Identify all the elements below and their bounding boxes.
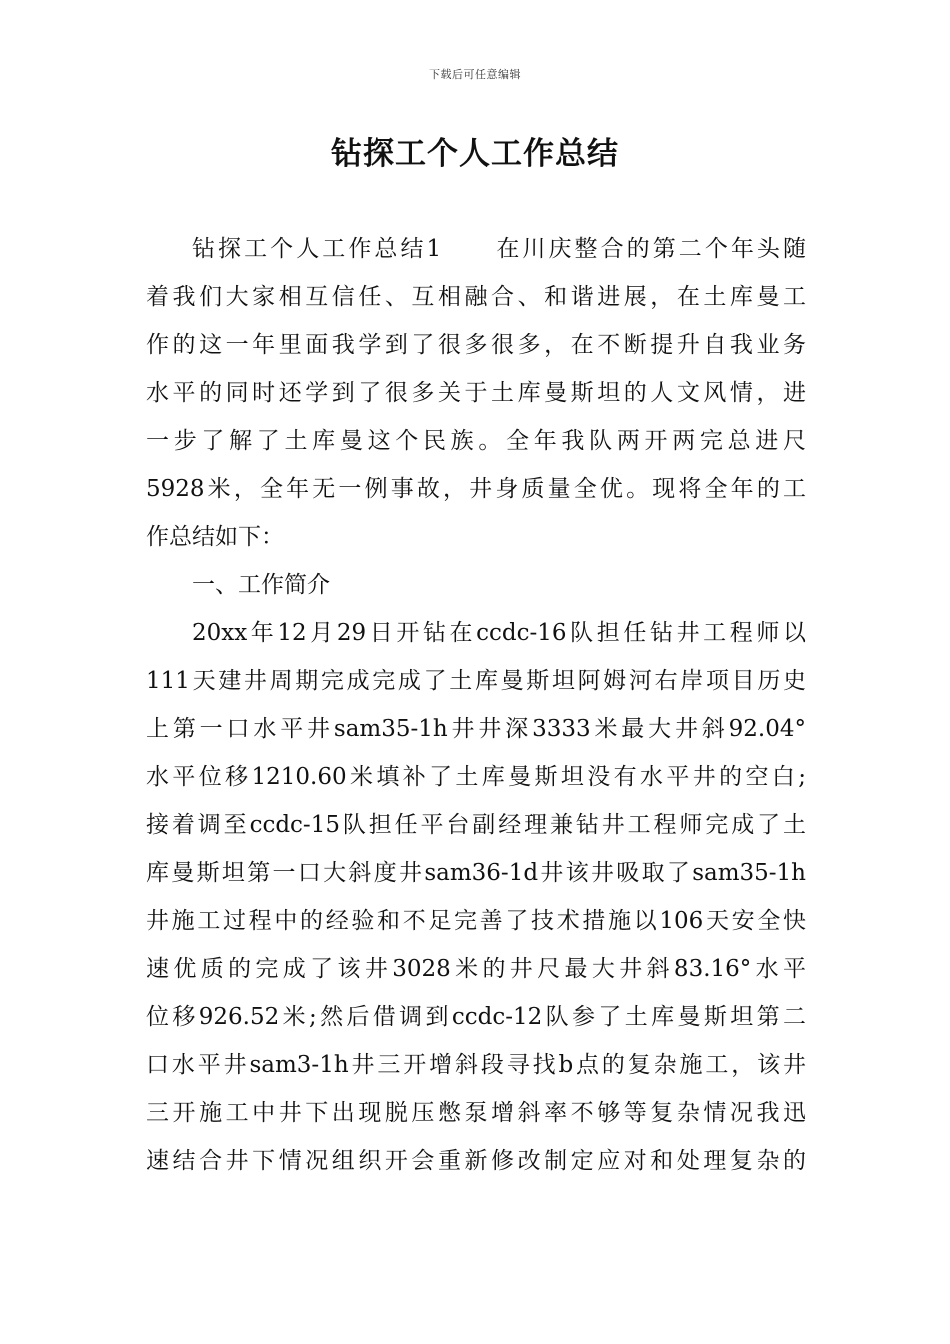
text-line: 水平的同时还学到了很多关于土库曼斯坦的人文风情，进 [146, 380, 806, 406]
text-line: 作总结如下： [146, 524, 284, 550]
text-line: 速结合井下情况组织开会重新修改制定应对和处理复杂的 [146, 1148, 806, 1174]
text-line: 20xx年12月29日开钻在ccdc-16队担任钻井工程师以 [192, 620, 806, 646]
text-line: 钻探工个人工作总结1 在川庆整合的第二个年头随 [192, 236, 806, 262]
text-line: 111天建井周期完成完成了土库曼斯坦阿姆河右岸项目历史 [146, 668, 806, 694]
header-note: 下载后可任意编辑 [429, 68, 521, 81]
text-line: 作的这一年里面我学到了很多很多，在不断提升自我业务 [146, 332, 806, 358]
text-line: 库曼斯坦第一口大斜度井sam36-1d井该井吸取了sam35-1h [146, 860, 806, 886]
text-line: 水平位移1210.60米填补了土库曼斯坦没有水平井的空白; [146, 764, 806, 790]
text-line: 上第一口水平井sam35-1h井井深3333米最大井斜92.04° [146, 716, 806, 742]
text-line: 井施工过程中的经验和不足完善了技术措施以106天安全快 [146, 908, 806, 934]
document-title: 钻探工个人工作总结 [331, 136, 619, 172]
text-line: 一步了解了土库曼这个民族。全年我队两开两完总进尺 [146, 428, 806, 454]
text-line: 一、工作简介 [192, 572, 330, 598]
text-line: 口水平井sam3-1h井三开增斜段寻找b点的复杂施工，该井 [146, 1052, 806, 1078]
text-line: 着我们大家相互信任、互相融合、和谐进展，在土库曼工 [146, 284, 806, 310]
text-line: 三开施工中井下出现脱压憋泵增斜率不够等复杂情况我迅 [146, 1100, 806, 1126]
text-line: 速优质的完成了该井3028米的井尺最大井斜83.16°水平 [146, 956, 806, 982]
text-line: 接着调至ccdc-15队担任平台副经理兼钻井工程师完成了土 [146, 812, 806, 838]
body-text [146, 225, 806, 1185]
text-line: 位移926.52米;然后借调到ccdc-12队参了土库曼斯坦第二 [146, 1004, 806, 1030]
text-line: 5928米，全年无一例事故，井身质量全优。现将全年的工 [146, 476, 806, 502]
